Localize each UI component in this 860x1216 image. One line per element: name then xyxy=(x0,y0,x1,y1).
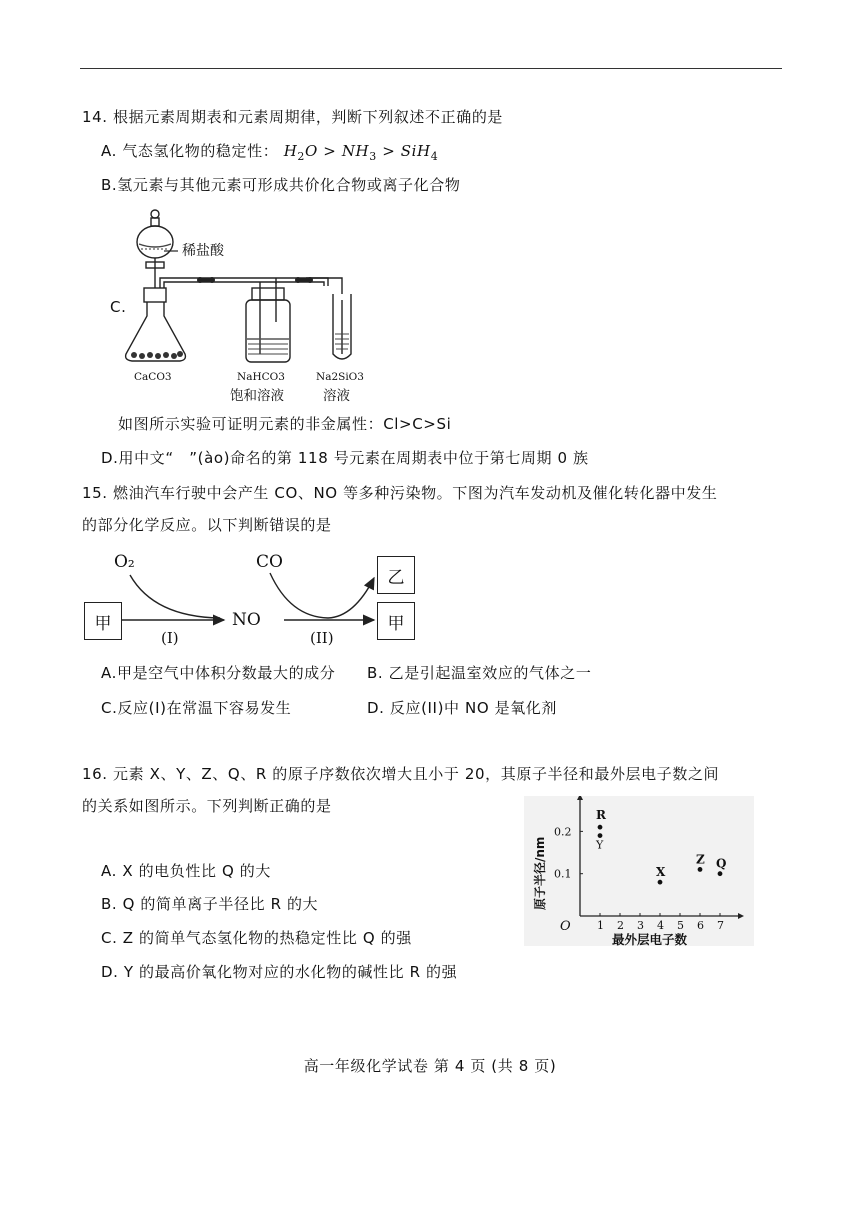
q15-option-d: D. 反应(II)中 NO 是氧化剂 xyxy=(367,699,558,717)
radius-scatter-chart xyxy=(524,796,754,946)
o2-label: O₂ xyxy=(114,552,135,572)
x-tick-label: 7 xyxy=(717,919,724,932)
point-x xyxy=(658,880,663,885)
x-tick-label: 3 xyxy=(637,919,644,932)
point-z xyxy=(698,867,703,872)
acid-label: 稀盐酸 xyxy=(182,243,224,259)
q16-option-b: B. Q 的简单离子半径比 R 的大 xyxy=(101,895,319,913)
q16-stem-line1: 16. 元素 X、Y、Z、Q、R 的原子序数依次增大且小于 20，其原子半径和最外层电子数之间 xyxy=(82,765,720,783)
product-box-jia: 甲 xyxy=(377,602,415,640)
q14-option-a-prefix: A. 气态氢化物的稳定性： xyxy=(101,142,279,160)
q14-option-d: D.用中文“ ”(ào)命名的第 118 号元素在周期表中位于第七周期 0 族 xyxy=(101,449,589,467)
product-box-yi: 乙 xyxy=(377,556,415,594)
tube-label-bottom: 溶液 xyxy=(323,388,350,404)
q16-option-c: C. Z 的简单气态氢化物的热稳定性比 Q 的强 xyxy=(101,929,412,947)
q15-option-c: C.反应(I)在常温下容易发生 xyxy=(101,699,292,717)
apparatus-diagram xyxy=(120,204,380,404)
header-rule xyxy=(80,68,782,69)
q14-option-a xyxy=(101,140,438,163)
q14-option-b: B.氢元素与其他元素可形成共价化合物或离子化合物 xyxy=(101,176,461,194)
origin-label: O xyxy=(560,919,571,934)
point-label-z: Z xyxy=(696,852,705,867)
y-tick-label: 0.2 xyxy=(554,825,572,839)
flask-label: CaCO3 xyxy=(134,371,172,383)
q14-option-c-text: 如图所示实验可证明元素的非金属性：Cl>C>Si xyxy=(118,415,452,433)
q14-option-c-label: C. xyxy=(110,298,127,316)
q15-option-b: B. 乙是引起温室效应的气体之一 xyxy=(367,664,592,682)
step2-label: (II) xyxy=(310,629,334,647)
x-axis-label: 最外层电子数 xyxy=(612,932,688,946)
y-tick-label: 0.1 xyxy=(554,867,572,881)
point-label-r: R xyxy=(596,808,606,823)
q16-option-d: D. Y 的最高价氧化物对应的水化物的碱性比 R 的强 xyxy=(101,963,458,981)
x-tick-label: 6 xyxy=(697,919,704,932)
bottle-label-top: NaHCO3 xyxy=(237,371,285,383)
q15-stem-line1: 15. 燃油汽车行驶中会产生 CO、NO 等多种污染物。下图为汽车发动机及催化转化器中发生 xyxy=(82,484,718,502)
x-tick-label: 1 xyxy=(597,919,604,932)
q16-option-a: A. X 的电负性比 Q 的大 xyxy=(101,862,271,880)
tube-label-top: Na2SiO3 xyxy=(316,371,364,383)
x-tick-label: 2 xyxy=(617,919,624,932)
x-tick-label: 4 xyxy=(657,919,664,932)
x-tick-label: 5 xyxy=(677,919,684,932)
page-footer: 高一年级化学试卷 第 4 页 (共 8 页) xyxy=(303,1057,557,1075)
bottle-label-bottom: 饱和溶液 xyxy=(230,388,284,404)
point-r xyxy=(598,825,603,830)
step1-label: (I) xyxy=(161,629,179,647)
q14-option-a-formula: $H_2O > NH_3 > SiH_4$ xyxy=(283,142,439,163)
no-label: NO xyxy=(232,610,261,630)
point-q xyxy=(718,871,723,876)
reactant-box-jia: 甲 xyxy=(84,602,122,640)
point-y xyxy=(598,833,603,838)
reaction-flow-diagram xyxy=(84,545,384,650)
co-label: CO xyxy=(256,552,283,572)
q15-stem-line2: 的部分化学反应。以下判断错误的是 xyxy=(82,516,332,534)
point-label-y: Y xyxy=(596,838,604,852)
y-axis-label: 原子半径/nm xyxy=(533,836,547,910)
point-label-x: X xyxy=(656,865,666,880)
q14-stem: 14. 根据元素周期表和元素周期律，判断下列叙述不正确的是 xyxy=(82,108,504,126)
point-label-q: Q xyxy=(716,856,727,871)
q16-stem-line2: 的关系如图所示。下列判断正确的是 xyxy=(82,797,332,815)
q15-option-a: A.甲是空气中体积分数最大的成分 xyxy=(101,664,336,682)
